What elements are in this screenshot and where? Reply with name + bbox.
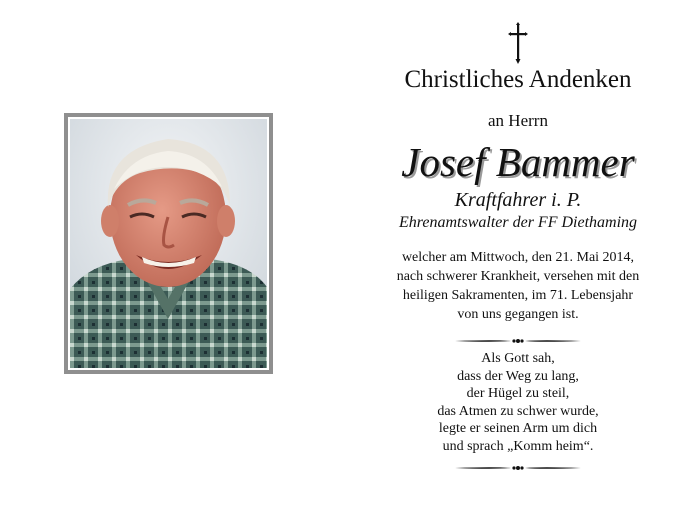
poem-line: das Atmen zu schwer wurde,: [437, 403, 599, 419]
poem-line: dass der Weg zu lang,: [457, 368, 579, 384]
poem: [368, 350, 668, 456]
ornament-divider: [455, 336, 581, 346]
card-heading: Christliches Andenken: [404, 66, 632, 93]
obituary-line: von uns gegangen ist.: [457, 307, 579, 322]
ornament-divider: [455, 463, 581, 473]
honorary-role: Ehrenamtswalter der FF Diethaming: [398, 214, 638, 231]
portrait-photo: [68, 117, 269, 370]
occupation: Kraftfahrer i. P.: [454, 189, 582, 211]
obituary-line: heiligen Sakramenten, im 71. Lebensjahr: [402, 288, 634, 303]
obituary-text: [368, 248, 668, 324]
poem-line: legte er seinen Arm um dich: [438, 421, 598, 437]
deceased-name: Josef Bammer: [401, 139, 635, 185]
salutation: an Herrn: [488, 111, 548, 130]
obituary-line: nach schwerer Krankheit, versehen mit den: [396, 269, 640, 284]
portrait-image: [70, 119, 267, 368]
portrait-frame: [64, 113, 273, 374]
obituary-line: welcher am Mittwoch, den 21. Mai 2014,: [401, 250, 635, 265]
cross-icon: [508, 22, 528, 64]
poem-line: der Hügel zu steil,: [466, 386, 570, 402]
poem-line: und sprach „Komm heim“.: [442, 438, 594, 454]
poem-line: Als Gott sah,: [481, 351, 555, 366]
